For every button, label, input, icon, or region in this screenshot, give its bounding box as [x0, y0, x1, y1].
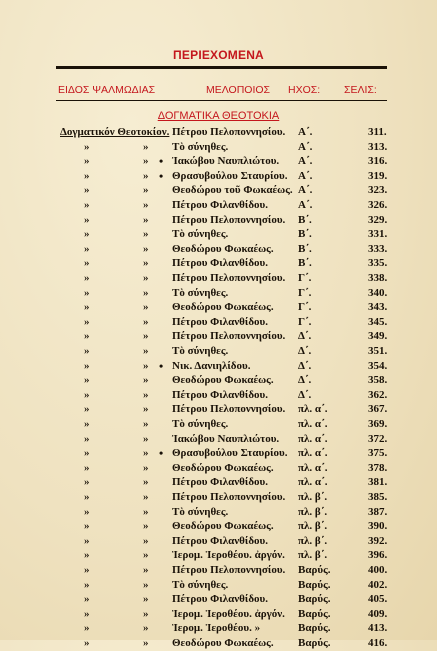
composer-name: Τὸ σύνηθες.	[172, 286, 229, 299]
page-number: 396.	[368, 549, 388, 562]
ditto-mark: »	[143, 257, 149, 270]
composer-name: Πέτρου Πελοποννησίου.	[172, 272, 286, 284]
page-number: 369.	[368, 418, 388, 430]
list-item	[0, 241, 437, 257]
page-number: 385.	[368, 491, 388, 503]
list-item	[0, 255, 437, 271]
ditto-mark: »	[143, 491, 149, 503]
ditto-mark: »	[143, 330, 149, 343]
list-item	[0, 577, 437, 593]
column-header	[0, 84, 437, 98]
ditto-mark: »	[84, 476, 90, 489]
list-item	[0, 124, 437, 140]
composer-name: Νικ. Δανιηλίδου.	[172, 359, 251, 372]
mode-label: Γ΄.	[298, 272, 312, 284]
mode-label: Γ΄.	[298, 301, 312, 314]
page-number: 345.	[368, 315, 388, 328]
bullet-icon: •	[159, 154, 164, 169]
list-item	[0, 518, 437, 534]
ditto-mark: »	[84, 432, 90, 445]
composer-name: Πέτρου Φιλανθίδου.	[172, 388, 268, 401]
ditto-mark: »	[143, 432, 149, 445]
ditto-mark: »	[143, 534, 149, 547]
ditto-mark: »	[84, 228, 90, 241]
ditto-mark: »	[84, 345, 90, 357]
ditto-mark: »	[84, 637, 90, 649]
list-item	[0, 182, 437, 198]
page-number: 313.	[368, 140, 388, 153]
list-item	[0, 460, 437, 476]
page-number: 340.	[368, 286, 388, 299]
list-item	[0, 153, 437, 169]
mode-label: πλ. β΄.	[298, 520, 328, 533]
page-number: 323.	[368, 184, 388, 197]
ditto-mark: »	[84, 491, 90, 503]
mode-label: Βαρύς.	[298, 637, 331, 649]
header-rule	[56, 100, 387, 101]
list-item	[0, 314, 437, 330]
mode-label: Γ΄.	[298, 315, 312, 328]
composer-name: Πέτρου Φιλανθίδου.	[172, 199, 268, 211]
composer-name: Τὸ σύνηθες.	[172, 140, 229, 153]
list-item	[0, 445, 437, 461]
list-item	[0, 343, 437, 359]
composer-name: Τὸ σύνηθες.	[172, 578, 229, 591]
kind-label: Δογματικόν Θεοτοκίον.	[60, 126, 170, 138]
mode-label: Γ΄.	[298, 286, 312, 299]
mode-label: Α΄.	[298, 199, 313, 211]
ditto-mark: »	[84, 549, 90, 562]
composer-name: Ἰακώβου Ναυπλιώτου.	[172, 432, 280, 445]
list-item	[0, 606, 437, 622]
ditto-mark: »	[143, 345, 149, 357]
page-number: 335.	[368, 257, 388, 270]
ditto-mark: »	[84, 242, 90, 255]
page-number: 381.	[368, 476, 388, 489]
ditto-mark: »	[84, 374, 90, 387]
ditto-mark: »	[143, 593, 149, 606]
list-item	[0, 372, 437, 388]
ditto-mark: »	[143, 169, 149, 182]
ditto-mark: »	[143, 637, 149, 649]
page-number: 362.	[368, 388, 388, 401]
list-item	[0, 533, 437, 549]
page-number: 409.	[368, 607, 388, 620]
page-number: 392.	[368, 534, 388, 547]
ditto-mark: »	[84, 315, 90, 328]
title-rule	[56, 66, 387, 69]
mode-label: Δ΄.	[298, 330, 312, 343]
ditto-mark: »	[143, 461, 149, 474]
mode-label: πλ. β΄.	[298, 534, 328, 547]
ditto-mark: »	[143, 359, 149, 372]
ditto-mark: »	[84, 447, 90, 460]
composer-name: Πέτρου Φιλανθίδου.	[172, 257, 268, 270]
page-number: 311.	[368, 126, 387, 138]
ditto-mark: »	[84, 520, 90, 533]
ditto-mark: »	[84, 418, 90, 430]
page-number: 351.	[368, 345, 388, 357]
bullet-icon: •	[159, 168, 164, 183]
list-item	[0, 285, 437, 301]
ditto-mark: »	[84, 505, 90, 518]
page-number: 343.	[368, 301, 388, 314]
header-composer: ΜΕΛΟΠΟΙΟΣ	[206, 84, 271, 96]
ditto-mark: »	[143, 476, 149, 489]
page-number: 375.	[368, 447, 388, 460]
ditto-mark: »	[84, 607, 90, 620]
list-item	[0, 358, 437, 374]
ditto-mark: »	[84, 388, 90, 401]
page-number: 331.	[368, 228, 388, 241]
composer-name: Θεοδώρου Φωκαέως.	[172, 374, 274, 387]
list-item	[0, 591, 437, 607]
ditto-mark: »	[143, 272, 149, 284]
mode-label: Β΄.	[298, 228, 312, 241]
mode-label: Δ΄.	[298, 345, 312, 357]
composer-name: Ἱερομ. Ἱεροθέου. »	[172, 622, 261, 635]
ditto-mark: »	[143, 388, 149, 401]
mode-label: πλ. β΄.	[298, 505, 328, 518]
ditto-mark: »	[84, 184, 90, 197]
mode-label: πλ. β΄.	[298, 491, 328, 503]
page-number: 416.	[368, 637, 388, 649]
list-item	[0, 489, 437, 505]
list-item	[0, 620, 437, 636]
list-item	[0, 387, 437, 403]
bullet-icon: •	[159, 358, 164, 373]
ditto-mark: »	[143, 622, 149, 635]
ditto-mark: »	[84, 199, 90, 211]
composer-name: Πέτρου Φιλανθίδου.	[172, 315, 268, 328]
composer-name: Πέτρου Φιλανθίδου.	[172, 593, 268, 606]
list-item	[0, 197, 437, 213]
ditto-mark: »	[143, 403, 149, 416]
mode-label: πλ. α΄.	[298, 461, 328, 474]
ditto-mark: »	[84, 257, 90, 270]
composer-name: Πέτρου Πελοποννησίου.	[172, 213, 286, 226]
page-number: 354.	[368, 359, 388, 372]
page-number: 367.	[368, 403, 388, 416]
mode-label: Α΄.	[298, 140, 313, 153]
page-number: 413.	[368, 622, 388, 635]
page-number: 326.	[368, 199, 388, 211]
mode-label: Βαρύς.	[298, 578, 331, 591]
composer-name: Πέτρου Πελοποννησίου.	[172, 564, 286, 576]
list-item	[0, 328, 437, 344]
bullet-icon: •	[159, 446, 164, 461]
mode-label: Β΄.	[298, 242, 312, 255]
mode-label: Βαρύς.	[298, 593, 331, 606]
list-item	[0, 635, 437, 651]
ditto-mark: »	[84, 359, 90, 372]
page-number: 358.	[368, 374, 388, 387]
composer-name: Πέτρου Φιλανθίδου.	[172, 534, 268, 547]
composer-name: Θεοδώρου Φωκαέως.	[172, 301, 274, 314]
composer-name: Θεοδώρου Φωκαέως.	[172, 520, 274, 533]
ditto-mark: »	[143, 199, 149, 211]
list-item	[0, 226, 437, 242]
mode-label: πλ. α΄.	[298, 476, 328, 489]
ditto-mark: »	[143, 447, 149, 460]
composer-name: Πέτρου Πελοποννησίου.	[172, 126, 286, 138]
ditto-mark: »	[143, 155, 149, 168]
mode-label: πλ. α΄.	[298, 403, 328, 416]
ditto-mark: »	[143, 140, 149, 153]
page-number: 405.	[368, 593, 388, 606]
ditto-mark: »	[143, 184, 149, 197]
page-number: 378.	[368, 461, 388, 474]
composer-name: Πέτρου Πελοποννησίου.	[172, 403, 286, 416]
header-mode: ΗΧΟΣ:	[288, 84, 321, 96]
ditto-mark: »	[143, 505, 149, 518]
ditto-mark: »	[84, 622, 90, 635]
list-item	[0, 431, 437, 447]
ditto-mark: »	[143, 315, 149, 328]
mode-label: πλ. α΄.	[298, 432, 328, 445]
section-title: ΔΟΓΜΑΤΙΚΑ ΘΕΟΤΟΚΙΑ	[157, 110, 280, 122]
ditto-mark: »	[84, 272, 90, 284]
ditto-mark: »	[84, 169, 90, 182]
composer-name: Ἱερομ. Ἱεροθέου. ἀργόν.	[172, 549, 285, 562]
list-item	[0, 270, 437, 286]
ditto-mark: »	[143, 213, 149, 226]
list-item	[0, 416, 437, 432]
composer-name: Πέτρου Πελοποννησίου.	[172, 491, 286, 503]
composer-name: Ἱερομ. Ἱεροθέου. ἀργόν.	[172, 607, 285, 620]
composer-name: Θεοδώρου Φωκαέως.	[172, 461, 274, 474]
composer-name: Θρασυβούλου Σταυρίου.	[172, 169, 288, 182]
mode-label: Β΄.	[298, 213, 312, 226]
page-number: 402.	[368, 578, 388, 591]
composer-name: Τὸ σύνηθες.	[172, 228, 229, 241]
ditto-mark: »	[84, 155, 90, 168]
mode-label: Δ΄.	[298, 388, 312, 401]
mode-label: πλ. α΄.	[298, 418, 328, 430]
list-item	[0, 299, 437, 315]
ditto-mark: »	[143, 549, 149, 562]
mode-label: πλ. β΄.	[298, 549, 328, 562]
composer-name: Θρασυβούλου Σταυρίου.	[172, 447, 288, 460]
ditto-mark: »	[143, 301, 149, 314]
ditto-mark: »	[84, 461, 90, 474]
ditto-mark: »	[84, 534, 90, 547]
mode-label: Βαρύς.	[298, 622, 331, 635]
header-page: ΣΕΛΙΣ:	[344, 84, 377, 96]
ditto-mark: »	[143, 286, 149, 299]
mode-label: Α΄.	[298, 184, 313, 197]
ditto-mark: »	[84, 578, 90, 591]
page-number: 390.	[368, 520, 388, 533]
ditto-mark: »	[143, 578, 149, 591]
list-item	[0, 504, 437, 520]
mode-label: Βαρύς.	[298, 607, 331, 620]
mode-label: Α΄.	[298, 126, 313, 138]
mode-label: Δ΄.	[298, 359, 312, 372]
ditto-mark: »	[143, 242, 149, 255]
composer-name: Πέτρου Πελοποννησίου.	[172, 330, 286, 343]
ditto-mark: »	[84, 593, 90, 606]
page-number: 329.	[368, 213, 388, 226]
mode-label: Α΄.	[298, 155, 313, 168]
ditto-mark: »	[84, 330, 90, 343]
ditto-mark: »	[143, 607, 149, 620]
page-number: 319.	[368, 169, 388, 182]
composer-name: Τὸ σύνηθες.	[172, 418, 229, 430]
mode-label: Βαρύς.	[298, 564, 331, 576]
ditto-mark: »	[143, 564, 149, 576]
list-item	[0, 212, 437, 228]
mode-label: Β΄.	[298, 257, 312, 270]
page-number: 387.	[368, 505, 388, 518]
ditto-mark: »	[84, 286, 90, 299]
ditto-mark: »	[143, 520, 149, 533]
page-number: 333.	[368, 242, 388, 255]
ditto-mark: »	[143, 228, 149, 241]
ditto-mark: »	[143, 374, 149, 387]
composer-name: Πέτρου Φιλανθίδου.	[172, 476, 268, 489]
ditto-mark: »	[84, 564, 90, 576]
composer-name: Τὸ σύνηθες.	[172, 505, 229, 518]
ditto-mark: »	[143, 418, 149, 430]
composer-name: Τὸ σύνηθες.	[172, 345, 229, 357]
list-item	[0, 562, 437, 578]
composer-name: Θεοδώρου Φωκαέως.	[172, 242, 274, 255]
list-item	[0, 139, 437, 155]
list-item	[0, 547, 437, 563]
composer-name: Ἰακώβου Ναυπλιώτου.	[172, 155, 280, 168]
ditto-mark: »	[84, 403, 90, 416]
page-number: 372.	[368, 432, 388, 445]
composer-name: Θεοδώρου Φωκαέως.	[172, 637, 274, 649]
page-number: 316.	[368, 155, 388, 168]
list-item	[0, 401, 437, 417]
page-title: ΠΕΡΙΕΧΟΜΕΝΑ	[173, 48, 264, 62]
page-number: 400.	[368, 564, 388, 576]
list-item	[0, 474, 437, 490]
ditto-mark: »	[84, 140, 90, 153]
list-item	[0, 168, 437, 184]
header-kind: ΕΙΔΟΣ ΨΑΛΜΩΔΙΑΣ	[58, 84, 156, 96]
page-number: 349.	[368, 330, 388, 343]
mode-label: Α΄.	[298, 169, 313, 182]
mode-label: Δ΄.	[298, 374, 312, 387]
mode-label: πλ. α΄.	[298, 447, 328, 460]
page-number: 338.	[368, 272, 388, 284]
ditto-mark: »	[84, 213, 90, 226]
composer-name: Θεοδώρου τοῦ Φωκαέως.	[172, 184, 293, 197]
ditto-mark: »	[84, 301, 90, 314]
